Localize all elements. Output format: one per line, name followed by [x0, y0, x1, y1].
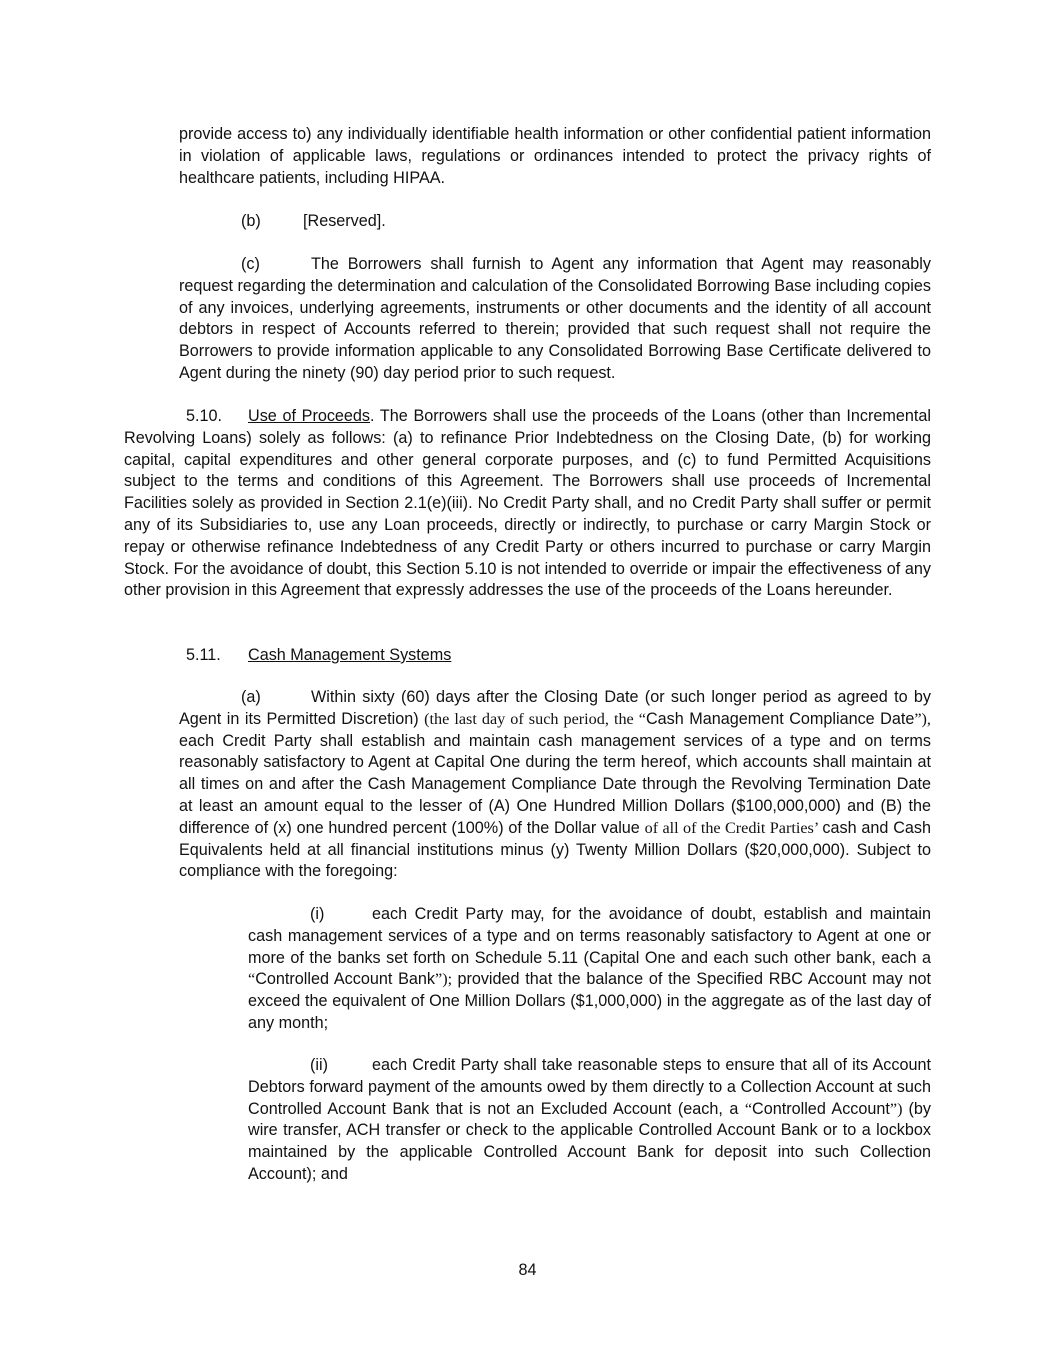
clause-c-text: The Borrowers shall furnish to Agent any information that Agent may reasonably request regarding the determination and calculation of the Consolidated Borrowing Base including copies of any invoices, underlying agreements, instruments or other documents and the identity of all account debtors in respect of Accounts referred to therein; provided that such request shall not require the Borrowers to provide information applicable to any Consolidated Borrowing Base Certificate delivered to Agent during the ninety (90) day period prior to such request.: [179, 255, 931, 382]
page-number: 84: [518, 1261, 537, 1279]
clause-c-label: (c): [241, 255, 260, 273]
subclause-ii-defined-term: Controlled Account: [752, 1099, 890, 1118]
section-5-11-number: 5.11.: [186, 646, 221, 664]
section-5-10: [124, 406, 931, 602]
subclause-i-defined-term: Controlled Account Bank: [255, 970, 436, 989]
clause-a-serif-2: ”),: [914, 709, 931, 728]
subclause-i-text-3: provided that the balance of the Specified RBC Account may not exceed the equivalent of One Million Dollars ($1,000,000) in the aggregate as of the last day of any month;: [248, 970, 931, 1032]
section-5-11-clause-a: [179, 687, 931, 883]
clause-a-serif-1: (the last day of such period, the “: [424, 709, 646, 728]
subclause-i: [248, 904, 931, 1035]
clause-a-text-4: cash and Cash Equivalents held at all financial institutions minus (y) Twenty Million Dollars ($20,000,000). Subject to compliance with the foregoing:: [179, 818, 931, 881]
subclause-ii: [248, 1055, 931, 1186]
subclause-ii-label: (ii): [310, 1056, 328, 1074]
clause-a-defined-term: Cash Management Compliance Date: [645, 709, 915, 728]
subclause-i-serif-2: ”);: [435, 970, 458, 989]
clause-b-text: [Reserved].: [303, 212, 386, 230]
subclause-i-serif-1: “: [248, 970, 256, 989]
clause-c: [179, 254, 931, 385]
section-5-10-number: 5.10.: [186, 407, 223, 425]
subclause-ii-serif-1: “: [744, 1099, 753, 1118]
subclause-i-text-1: each Credit Party may, for the avoidance of doubt, establish and maintain cash management services of a type and on terms reasonably satisfactory to Agent at one or more of the banks set forth on Schedule 5.11 (Capital One and each such other bank, each a: [248, 905, 931, 967]
clause-b: [179, 211, 931, 233]
clause-a-serif-3: of all of the Credit Parties’: [644, 818, 823, 837]
clause-b-label: (b): [241, 212, 261, 230]
subclause-ii-text-3: (by wire transfer, ACH transfer or check to the applicable Controlled Account Bank or to a lockbox maintained by the applicable Controlled Account Bank for deposit into such Collection Account); and: [248, 1099, 931, 1183]
intro-paragraph: provide access to) any individually identifiable health information or other confidential patient information in violation of applicable laws, regulations or ordinances intended to protect the privacy rights of healthcare patients, including HIPAA.: [179, 125, 931, 187]
subclause-i-label: (i): [310, 905, 325, 923]
subclause-ii-serif-2: ”): [889, 1099, 909, 1118]
clause-a-text-1: Within sixty (60) days after the Closing Date (or such longer period as agreed to by Agent in its Permitted Discretion): [179, 688, 931, 728]
section-5-11: [124, 645, 931, 667]
clause-a-text-3: each Credit Party shall establish and maintain cash management services of a type and on terms reasonably satisfactory to Agent at Capital One during the term hereof, which accounts shall maintain at all times on and after the Cash Management Compliance Date through the Revolving Termination Date at least an amount equal to the lesser of (A) One Hundred Million Dollars ($100,000,000) and (B) the difference of (x) one hundred percent (100%) of the Dollar value: [179, 731, 931, 837]
section-5-10-heading: Use of Proceeds: [248, 407, 371, 425]
clause-a-label: (a): [241, 688, 261, 706]
section-5-10-text: . The Borrowers shall use the proceeds of the Loans (other than Incremental Revolving Loans) solely as follows: (a) to refinance Prior Indebtedness on the Closing Date, (b) for working capital, capital expenditures and other general corporate purposes, and (c) to fund Permitted Acquisitions subject to the terms and conditions of this Agreement. The Borrowers shall use proceeds of Incremental Facilities solely as provided in Section 2.1(e)(iii). No Credit Party shall, and no Credit Party shall suffer or permit any of its Subsidiaries to, use any Loan proceeds, directly or indirectly, to purchase or carry Margin Stock or repay or otherwise refinance Indebtedness of any Credit Party or others incurred to purchase or carry Margin Stock. For the avoidance of doubt, this Section 5.10 is not intended to override or impair the effectiveness of any other provision in this Agreement that expressly addresses the use of the proceeds of the Loans hereunder.: [124, 407, 931, 600]
subclause-ii-text-1: each Credit Party shall take reasonable steps to ensure that all of its Account Debtors forward payment of the amounts owed by them directly to a Collection Account at such Controlled Account Bank that is not an Excluded Account (each, a: [248, 1056, 931, 1118]
section-5-11-heading: Cash Management Systems: [248, 646, 452, 664]
